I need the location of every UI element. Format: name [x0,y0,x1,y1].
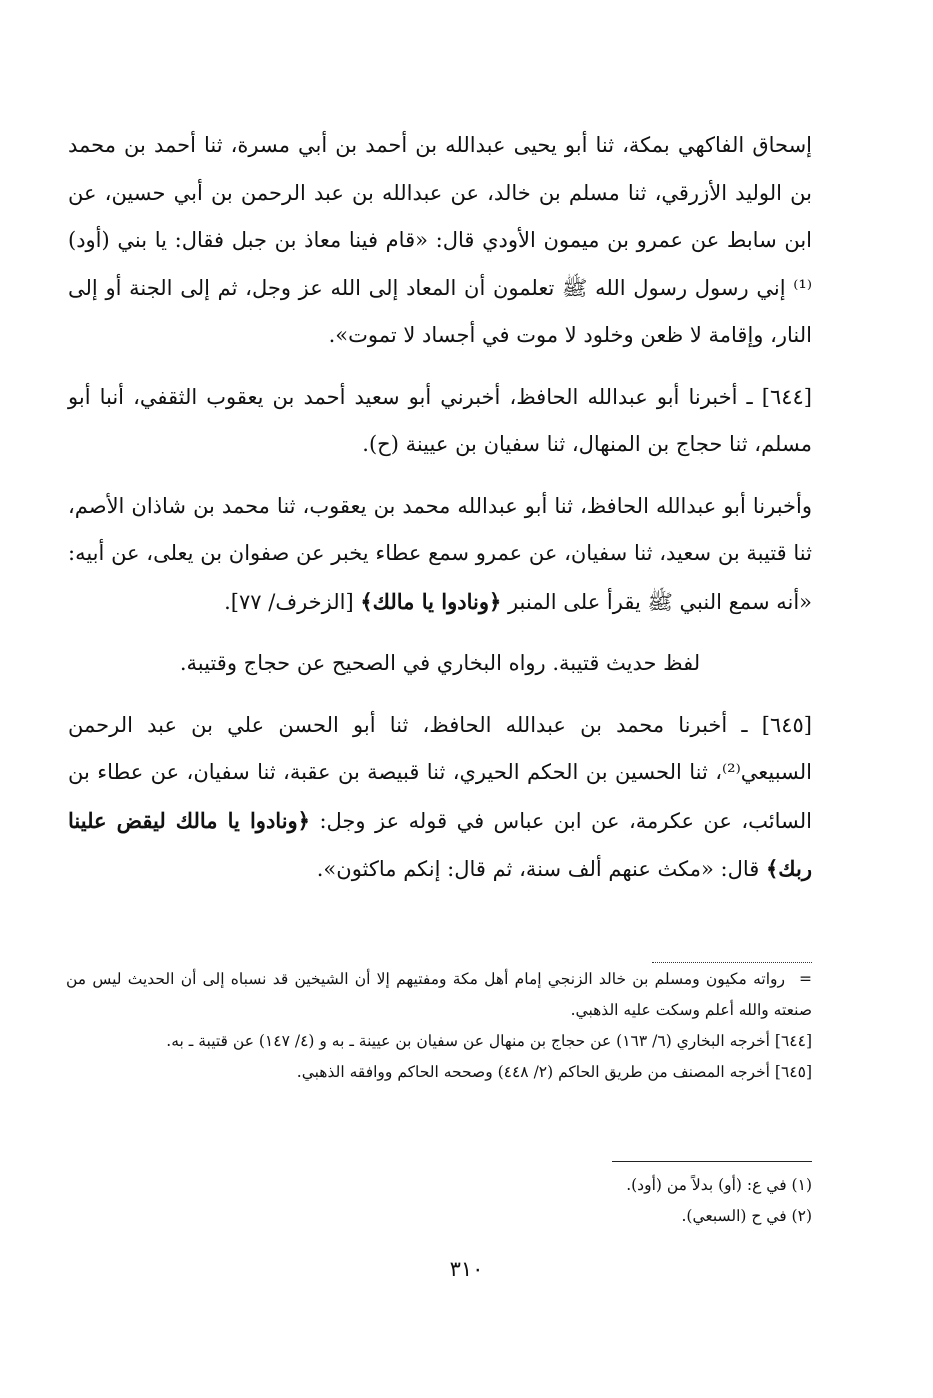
notes-divider [652,962,812,963]
paragraph-attribution: لفظ حديث قتيبة. رواه البخاري في الصحيح عن حجاج وقتيبة. [179,651,701,675]
commentary-notes [66,964,812,1088]
note-645: [٦٤٥] أخرجه المصنف من طريق الحاكم (٢/ ٤٤٨) وصححه الحاكم ووافقه الذهبي. [296,1063,812,1081]
note-644: [٦٤٤] أخرجه البخاري (٦/ ١٦٣) عن حجاج بن منهال عن سفيان بن عيينة ـ به و (٤/ ١٤٧) عن قتيبة ـ به. [166,1032,812,1050]
paragraph-continuation: إسحاق الفاكهي بمكة، ثنا أبو يحيى عبدالله بن أحمد بن أبي مسرة، ثنا أحمد بن محمد بن الوليد الأزرقي، ثنا مسلم بن خالد، عن عبدالله بن عبد الرحمن بن أبي حسين، عن ابن سابط عن عمرو بن ميمون الأودي قال: «قام فينا معاذ بن جبل فقال: يا بني (أود)⁽¹⁾ إني رسول رسول الله ﷺ تعلمون أن المعاد إلى الله عز وجل، ثم إلى الجنة أو إلى النار، وإقامة لا ظعن وخلود لا موت في أجساد لا تموت». [68,133,812,347]
paragraph-644: [٦٤٤] ـ أخبرنا أبو عبدالله الحافظ، أخبرني أبو سعيد أحمد بن يعقوب الثقفي، أنبا أبو مسلم، ثنا حجاج بن المنهال، ثنا سفيان بن عيينة (ح). [68,384,812,456]
continuation-marker: = [799,970,812,988]
note-continuation-text: رواته مكيون ومسلم بن خالد الزنجي إمام أهل مكة ومفتيهم إلا أن الشيخين قد نسباه إلى أن الحديث ليس من صنعته والله أعلم وسكت عليه الذهبي. [66,970,812,1019]
footnote-2: (٢) في ح (السبعي). [681,1207,812,1225]
quran-quote: ﴿ونادوا يا مالك﴾ [360,588,502,614]
page-number: ٣١٠ [449,1257,484,1281]
quran-quote: ﴿ونادوا يا مالك ليقض علينا ربك﴾ [68,807,812,881]
paragraph-645-text: [٦٤٥] ـ أخبرنا محمد بن عبدالله الحافظ، ثنا أبو الحسن علي بن عبد الرحمن السبيعي⁽²⁾، ثنا الحسين بن الحكم الحيري، ثنا قبيصة بن عقبة، ثنا سفيان، عن عطاء بن السائب، عن عكرمة، عن ابن عباس في قوله عز وجل: [68,712,813,833]
footnote-rule [612,1161,812,1162]
note-continuation [66,964,812,1026]
footnote-1: (١) في ع: (أو) بدلاً من (أود). [626,1176,812,1194]
main-text [68,122,812,894]
footnotes [300,1170,812,1232]
paragraph-644-second-chain [68,483,812,627]
paragraph-645-ending: قال: «مكث عنهم ألف سنة، ثم قال: إنكم ماكثون». [316,857,766,881]
paragraph-644-second-chain-text: وأخبرنا أبو عبدالله الحافظ، ثنا أبو عبدالله محمد بن يعقوب، ثنا محمد بن شاذان الأصم، ثنا قتيبة بن سعيد، ثنا سفيان، عن عمرو سمع عطاء يخبر عن صفوان بن يعلى، عن أبيه: «أنه سمع النبي ﷺ يقرأ على المنبر [68,493,812,614]
paragraph-645 [68,702,812,894]
quran-reference: [الزخرف/ ٧٧]. [224,589,361,614]
